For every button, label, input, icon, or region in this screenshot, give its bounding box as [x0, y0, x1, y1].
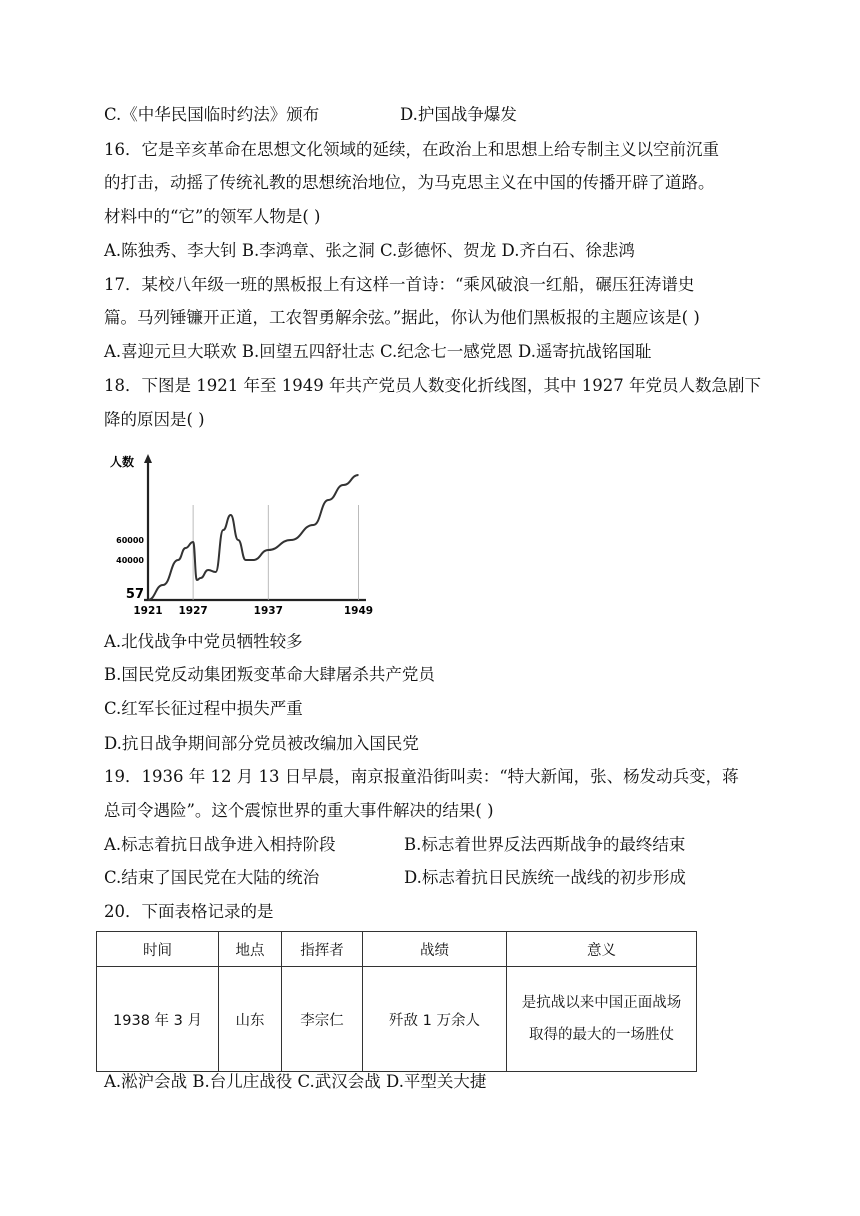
cell-significance	[507, 967, 697, 1072]
table-row	[97, 967, 697, 1072]
party-membership-chart	[104, 450, 374, 625]
header-time: 时间	[97, 932, 219, 967]
tick-labels	[116, 536, 373, 617]
cell-result: 歼敌 1 万余人	[363, 967, 507, 1072]
q15-option-d: D.护国战争爆发	[400, 105, 517, 124]
x-tick-label: 1927	[178, 605, 208, 617]
header-place: 地点	[219, 932, 282, 967]
q19-stem-line-1: 19．1936 年 12 月 13 日早晨，南京报童沿街叫卖：“特大新闻，张、杨发动兵变，蒋	[104, 767, 739, 786]
q19-stem-line-2: 总司令遇险”。这个震惊世界的重大事件解决的结果( )	[104, 801, 494, 820]
cell-place: 山东	[219, 967, 282, 1072]
y-tick-label: 60000	[116, 536, 144, 545]
significance-text: 是抗战以来中国正面战场取得的最大的一场胜仗	[521, 995, 682, 1043]
header-result: 战绩	[363, 932, 507, 967]
y-tick-label: 40000	[116, 556, 144, 565]
q18-option-c: C.红军长征过程中损失严重	[104, 699, 303, 718]
q20-stem: 20．下面表格记录的是	[104, 902, 274, 921]
q18-option-d: D.抗日战争期间部分党员被改编加入国民党	[104, 734, 419, 753]
q17-stem-line-1: 17．某校八年级一班的黑板报上有这样一首诗：“乘风破浪一红船，碾压狂涛谱史	[104, 275, 695, 294]
q18-stem-line-2: 降的原因是( )	[104, 410, 205, 429]
q16-options: A.陈独秀、李大钊 B.李鸿章、张之洞 C.彭德怀、贺龙 D.齐白石、徐悲鸿	[104, 241, 635, 260]
q19-option-a: A.标志着抗日战争进入相持阶段	[104, 835, 336, 854]
y-axis-label: 人数	[110, 455, 135, 469]
x-tick-label: 1921	[133, 605, 163, 617]
y-axis-arrow	[144, 454, 152, 463]
grid	[193, 505, 358, 600]
cell-commander: 李宗仁	[282, 967, 363, 1072]
q19-option-b: B.标志着世界反法西斯战争的最终结束	[404, 835, 686, 854]
x-tick-label: 1937	[253, 605, 283, 617]
q17-options: A.喜迎元旦大联欢 B.回望五四舒壮志 C.纪念七一感党恩 D.遥寄抗战铭国耻	[104, 342, 652, 361]
cell-time: 1938 年 3 月	[97, 967, 219, 1072]
q18-option-a: A.北伐战争中党员牺牲较多	[104, 632, 303, 651]
q19-option-d: D.标志着抗日民族统一战线的初步形成	[404, 868, 686, 887]
y-tick-label: 57	[125, 586, 144, 602]
q17-stem-line-2: 篇。马列锤镰开正道，工农智勇解余弦。”据此，你认为他们黑板报的主题应该是( )	[104, 308, 700, 327]
q15-option-c: C.《中华民国临时约法》颁布	[104, 105, 320, 124]
header-commander: 指挥者	[282, 932, 363, 967]
header-significance: 意义	[507, 932, 697, 967]
q18-stem-line-1: 18．下图是 1921 年至 1949 年共产党员人数变化折线图，其中 1927 年党员人数急剧下	[104, 376, 761, 395]
q16-stem-line-2: 的打击，动摇了传统礼教的思想统治地位，为马克思主义在中国的传播开辟了道路。	[104, 173, 715, 192]
table-header-row	[97, 932, 697, 967]
q20-options: A.淞沪会战 B.台儿庄战役 C.武汉会战 D.平型关大捷	[104, 1072, 487, 1091]
q16-stem-line-1: 16．它是辛亥革命在思想文化领域的延续，在政治上和思想上给专制主义以空前沉重	[104, 140, 719, 159]
membership-line	[148, 475, 359, 600]
party-membership-chart-svg	[104, 450, 374, 625]
x-tick-label: 1949	[343, 605, 374, 617]
q19-option-c: C.结束了国民党在大陆的统治	[104, 868, 320, 887]
q16-stem-line-3: 材料中的“它”的领军人物是( )	[104, 207, 321, 226]
q18-option-b: B.国民党反动集团叛变革命大肆屠杀共产党员	[104, 665, 435, 684]
battle-table	[96, 931, 697, 1072]
